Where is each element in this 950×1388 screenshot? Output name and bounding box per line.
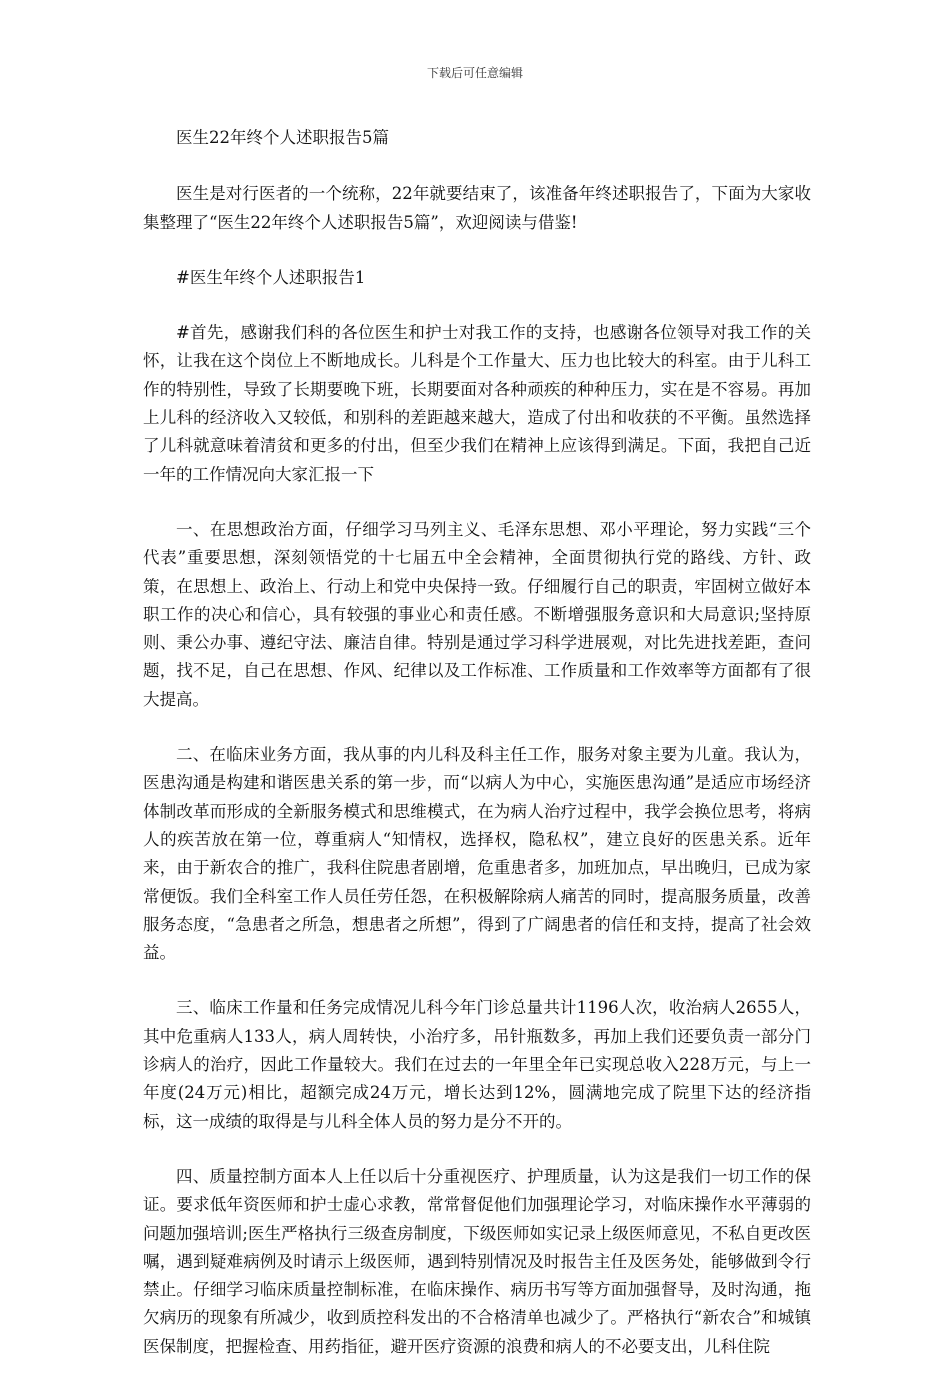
paragraph-opening: #首先，感谢我们科的各位医生和护士对我工作的支持，也感谢各位领导对我工作的关怀，让我在这个岗位上不断地成长。儿科是个工作量大、压力也比较大的科室。由于儿科工作的特别性，导致了长期要晚下班，长期要面对各种顽疾的种种压力，实在是不容易。再加上儿科的经济收入又较低，和别科的差距越来越大，造成了付出和收获的不平衡。虽然选择了儿科就意味着清贫和更多的付出，但至少我们在精神上应该得到满足。下面，我把自己近一年的工作情况向大家汇报一下 [143, 323, 811, 484]
paragraph-clinical: 二、在临床业务方面，我从事的内儿科及科主任工作，服务对象主要为儿童。我认为，医患沟通是构建和谐医患关系的第一步，而“以病人为中心，实施医患沟通”是适应市场经济体制改革而形成的全新服务模式和思维模式，在为病人治疗过程中，我学会换位思考，将病人的疾苦放在第一位，尊重病人“知情权，选择权，隐私权”，建立良好的医患关系。近年来，由于新农合的推广，我科住院患者剧增，危重患者多，加班加点，早出晚归，已成为家常便饭。我们全科室工作人员任劳任怨，在积极解除病人痛苦的同时，提高服务质量，改善服务态度，“急患者之所急，想患者之所想”，得到了广阔患者的信任和支持，提高了社会效益。 [143, 745, 811, 963]
paragraph-political: 一、在思想政治方面，仔细学习马列主义、毛泽东思想、邓小平理论，努力实践“三个代表”重要思想，深刻领悟党的十七届五中全会精神，全面贯彻执行党的路线、方针、政策，在思想上、政治上、行动上和党中央保持一致。仔细履行自己的职责，牢固树立做好本职工作的决心和信心，具有较强的事业心和责任感。不断增强服务意识和大局意识;坚持原则、秉公办事、遵纪守法、廉洁自律。特别是通过学习科学进展观，对比先进找差距，查问题，找不足，自己在思想、作风、纪律以及工作标准、工作质量和工作效率等方面都有了很大提高。 [143, 519, 811, 709]
document-body [143, 124, 811, 1388]
page-header-note: 下载后可任意编辑 [426, 66, 523, 80]
paragraph-workload: 三、临床工作量和任务完成情况儿科今年门诊总量共计1196人次，收治病人2655人，其中危重病人133人，病人周转快，小治疗多，吊针瓶数多，再加上我们还要负责一部分门诊病人的治疗，因此工作量较大。我们在过去的一年里全年已实现总收入228万元，与上一年度(24万元)相比，超额完成24万元，增长达到12%，圆满地完成了院里下达的经济指标，这一成绩的取得是与儿科全体人员的努力是分不开的。 [143, 998, 811, 1131]
intro-paragraph: 医生是对行医者的一个统称，22年就要结束了，该准备年终述职报告了，下面为大家收集整理了“医生22年终个人述职报告5篇”，欢迎阅读与借鉴! [143, 184, 811, 232]
document-title: 医生22年终个人述职报告5篇 [176, 128, 389, 147]
section-heading: #医生年终个人述职报告1 [176, 267, 366, 287]
paragraph-quality: 四、质量控制方面本人上任以后十分重视医疗、护理质量，认为这是我们一切工作的保证。要求低年资医师和护士虚心求教，常常督促他们加强理论学习，对临床操作水平薄弱的问题加强培训;医生严格执行三级查房制度，下级医师如实记录上级医师意见，不私自更改医嘱，遇到疑难病例及时请示上级医师，遇到特别情况及时报告主任及医务处，能够做到令行禁止。仔细学习临床质量控制标准，在临床操作、病历书写等方面加强督导，及时沟通，拖欠病历的现象有所减少，收到质控科发出的不合格清单也减少了。严格执行“新农合”和城镇医保制度，把握检查、用药指征，避开医疗资源的浪费和病人的不必要支出，儿科住院 [143, 1166, 811, 1356]
